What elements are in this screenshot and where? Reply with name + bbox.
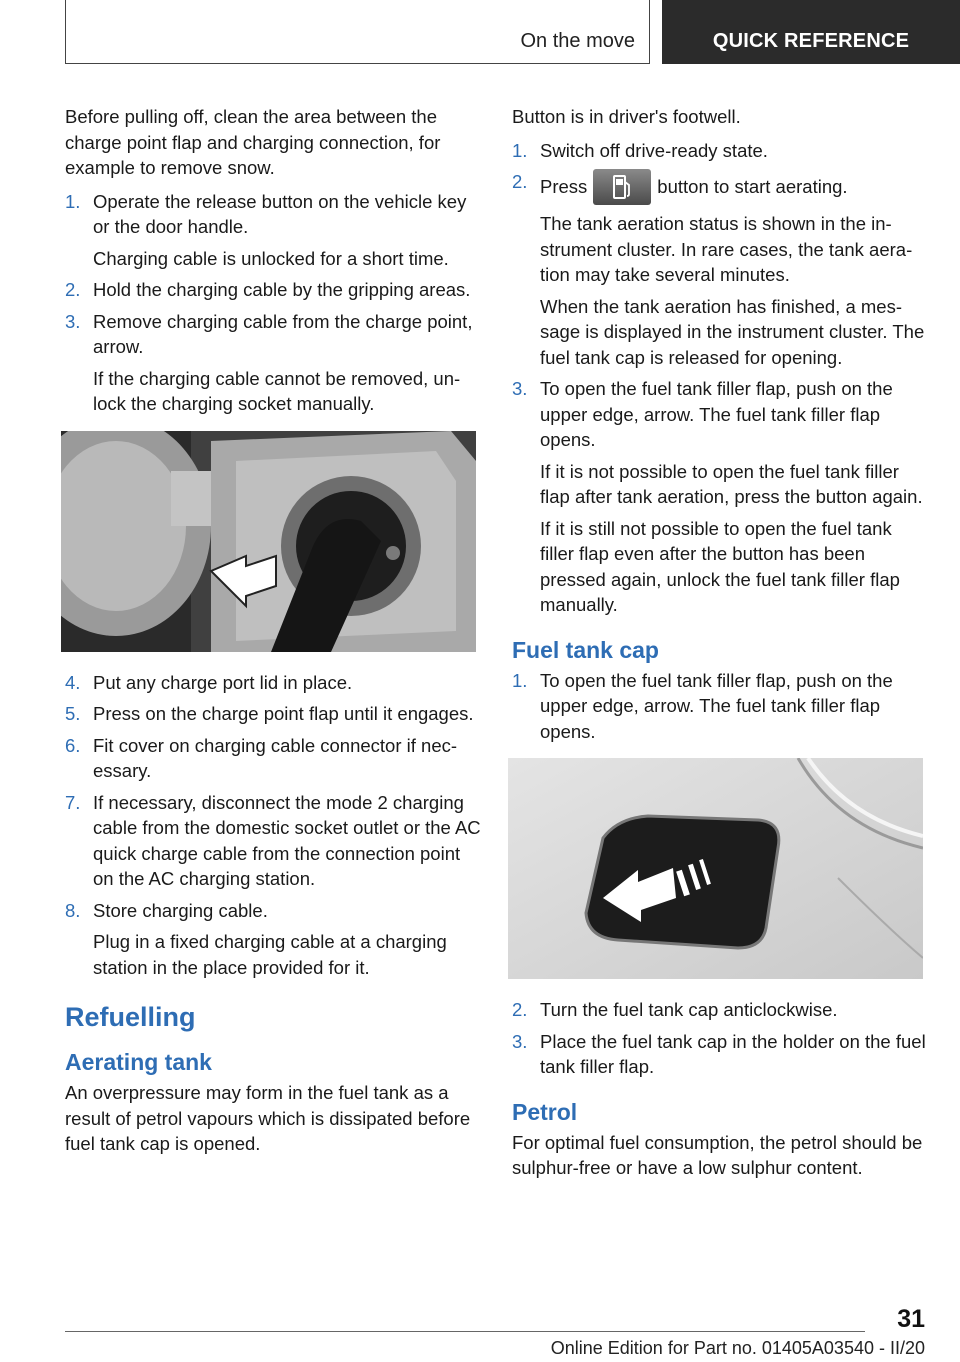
right-column: [512, 104, 930, 1189]
list-item: [65, 701, 483, 727]
fuel-pump-icon: [593, 169, 651, 205]
heading-fuel-tank-cap: Fuel tank cap: [512, 636, 659, 663]
step-number: 2.: [512, 999, 528, 1020]
step-number: 1.: [65, 190, 81, 212]
step-text: Switch off drive-ready state.: [540, 139, 768, 161]
step-note: If the charging cable cannot be removed, unlock the charging socket manually.: [93, 367, 461, 414]
step-note: When the tank aeration has finished, a message is displayed in the instrument cluster. The fuel tank cap is released for opening.: [540, 295, 925, 368]
step-text: Remove charging cable from the charge point, arrow.: [93, 310, 473, 357]
step-number: 3.: [512, 378, 528, 399]
list-item: [65, 277, 483, 303]
step-text: To open the fuel tank filler flap, push on the upper edge, arrow. The fuel tank filler flap opens.: [540, 378, 893, 450]
header-rule-bottom: [65, 63, 650, 64]
list-item: [512, 169, 930, 370]
list-item: [512, 1029, 930, 1080]
step-text: Hold the charging cable by the gripping areas.: [93, 279, 471, 300]
heading-refuelling: Refuelling: [65, 1002, 196, 1032]
list-item: [512, 997, 930, 1023]
step-text: If necessary, disconnect the mode 2 charging cable from the domestic socket outlet or the AC quick charge cable from the connection point on the AC charging station.: [93, 791, 481, 889]
intro-paragraph: Button is in driver's footwell.: [512, 106, 741, 127]
page-number: 31: [897, 1305, 925, 1333]
step-note: Plug in a fixed charging cable at a charging station in the place provided for it.: [93, 931, 447, 978]
list-item: [65, 898, 483, 981]
step-number: 3.: [65, 310, 81, 332]
edition-note: Online Edition for Part no. 01405A03540 - II/20: [550, 1338, 925, 1358]
step-note: If it is not possible to open the fuel tank filler flap after tank aeration, press the button again.: [540, 460, 923, 507]
step-text: Place the fuel tank cap in the holder on the fuel tank filler flap.: [540, 1030, 926, 1077]
step-text: Operate the release button on the vehicle key or the door handle.: [93, 190, 467, 237]
charging-cable-photo: [61, 431, 476, 652]
aerating-paragraph: An overpressure may form in the fuel tank as a result of petrol vapours which is dissipated before fuel tank cap is opened.: [65, 1082, 471, 1154]
step-number: 1.: [512, 669, 528, 691]
step-number: 7.: [65, 791, 81, 813]
step-text: Fit cover on charging cable connector if necessary.: [93, 734, 458, 781]
step-number: 3.: [512, 1030, 528, 1052]
list-item: [65, 670, 483, 696]
list-item: [65, 790, 483, 892]
footer-rule: [65, 1331, 865, 1332]
step-number: 8.: [65, 899, 81, 921]
charging-steps-b: [65, 670, 483, 981]
step-text: To open the fuel tank filler flap, push on the upper edge, arrow. The fuel tank filler flap opens.: [540, 669, 893, 742]
section-title: On the move: [520, 30, 635, 52]
left-column: [65, 104, 483, 1165]
header-rule-divider: [649, 0, 650, 64]
list-item: [65, 189, 483, 272]
step-number: 1.: [512, 139, 528, 161]
petrol-paragraph: For optimal fuel consumption, the petrol should be sulphur-free or have a low sulphur content.: [512, 1131, 923, 1178]
heading-aerating-tank: Aerating tank: [65, 1049, 212, 1075]
heading-petrol: Petrol: [512, 1098, 578, 1125]
step-number: 2.: [512, 171, 528, 192]
step-number: 4.: [65, 671, 81, 693]
step-note: Charging cable is unlocked for a short time.: [93, 247, 449, 269]
step-text: Turn the fuel tank cap anticlockwise.: [540, 999, 838, 1020]
list-item: [512, 668, 930, 745]
step-text: Put any charge port lid in place.: [93, 671, 353, 693]
list-item: [512, 376, 930, 618]
step-text: Press on the charge point flap until it engages.: [93, 703, 474, 724]
list-item: [65, 309, 483, 417]
list-item: [65, 733, 483, 784]
step-text: Store charging cable.: [93, 899, 268, 921]
step-text: [540, 169, 930, 205]
chapter-tab[interactable]: QUICK REFERENCE: [662, 0, 960, 64]
step-text-continued: button to start aerating.: [657, 176, 848, 197]
intro-paragraph: Before pulling off, clean the area between the charge point flap and charging connection, for example to remove snow.: [65, 106, 441, 178]
step-number: 6.: [65, 734, 81, 756]
step-number: 5.: [65, 703, 81, 724]
press-label: Press: [540, 176, 588, 197]
step-note: The tank aeration status is shown in the instrument cluster. In rare cases, the tank aeration may take several minutes.: [540, 213, 913, 285]
fuel-flap-photo: [508, 758, 923, 979]
step-note: If it is still not possible to open the fuel tank filler flap even after the button has been pressed again, unlock the fuel tank filler flap manually.: [540, 517, 900, 615]
step-number: 2.: [65, 279, 81, 300]
list-item: [512, 138, 930, 164]
charging-steps-a: [65, 189, 483, 417]
